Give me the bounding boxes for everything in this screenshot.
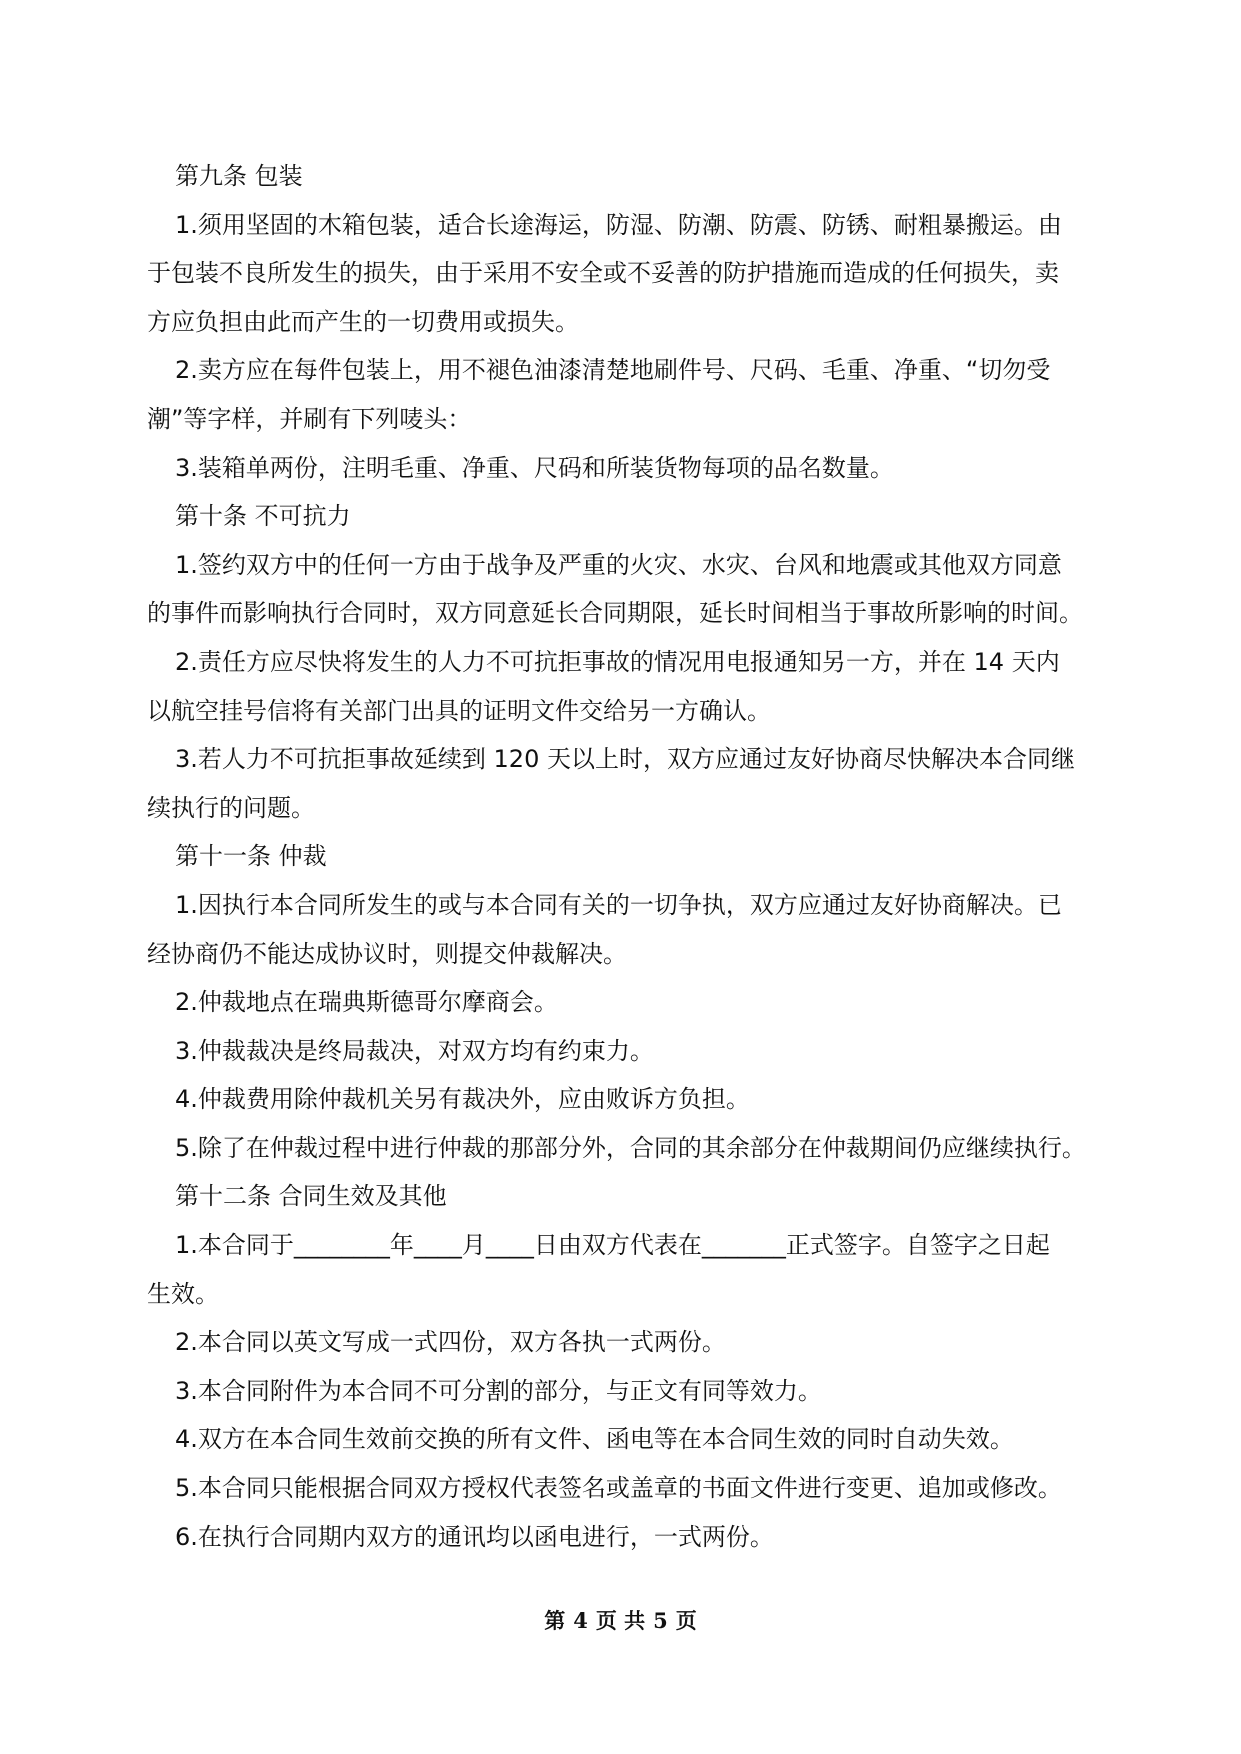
paragraph-line: 3.装箱单两份，注明毛重、净重、尺码和所装货物每项的品名数量。 (175, 453, 894, 482)
section-heading: 第十二条 合同生效及其他 (175, 1182, 447, 1211)
paragraph-line: 的事件而影响执行合同时，双方同意延长合同期限，延长时间相当于事故所影响的时间。 (147, 599, 1083, 628)
total-page-number: 5 (653, 1608, 668, 1633)
paragraph-line: 4.双方在本合同生效前交换的所有文件、函电等在本合同生效的同时自动失效。 (175, 1425, 1014, 1454)
paragraph-line: 1.本合同于________年____月____日由双方代表在_______正式签字。自签字之日起 (175, 1231, 1050, 1260)
section-heading: 第十条 不可抗力 (175, 502, 351, 531)
paragraph-line: 4.仲裁费用除仲裁机关另有裁决外，应由败诉方负担。 (175, 1085, 750, 1114)
section-heading: 第十一条 仲裁 (175, 842, 327, 871)
footer-prefix: 第 (544, 1608, 566, 1633)
paragraph-line: 生效。 (147, 1279, 219, 1308)
paragraph-line: 方应负担由此而产生的一切费用或损失。 (147, 307, 579, 336)
current-page-number: 4 (573, 1608, 588, 1633)
paragraph-line: 3.仲裁裁决是终局裁决，对双方均有约束力。 (175, 1036, 654, 1065)
paragraph-line: 2.仲裁地点在瑞典斯德哥尔摩商会。 (175, 988, 558, 1017)
paragraph-line: 经协商仍不能达成协议时，则提交仲裁解决。 (147, 939, 627, 968)
paragraph-line: 续执行的问题。 (147, 793, 315, 822)
paragraph-line: 3.若人力不可抗拒事故延续到 120 天以上时，双方应通过友好协商尽快解决本合同继 (175, 745, 1075, 774)
paragraph-line: 3.本合同附件为本合同不可分割的部分，与正文有同等效力。 (175, 1376, 822, 1405)
paragraph-line: 5.除了在仲裁过程中进行仲裁的那部分外，合同的其余部分在仲裁期间仍应继续执行。 (175, 1133, 1086, 1162)
paragraph-line: 6.在执行合同期内双方的通讯均以函电进行，一式两份。 (175, 1522, 774, 1551)
paragraph-line: 5.本合同只能根据合同双方授权代表签名或盖章的书面文件进行变更、追加或修改。 (175, 1474, 1062, 1503)
footer-middle: 页 共 (595, 1608, 646, 1633)
footer-suffix: 页 (675, 1608, 697, 1633)
page-footer (0, 1605, 1241, 1635)
paragraph-line: 于包装不良所发生的损失，由于采用不安全或不妥善的防护措施而造成的任何损失，卖 (147, 259, 1059, 288)
document-body (147, 152, 1099, 1561)
paragraph-line: 2.本合同以英文写成一式四份，双方各执一式两份。 (175, 1328, 726, 1357)
section-heading: 第九条 包装 (175, 162, 303, 190)
paragraph-line: 1.须用坚固的木箱包装，适合长途海运，防湿、防潮、防震、防锈、耐粗暴搬运。由 (175, 210, 1062, 239)
paragraph-line: 潮”等字样，并刷有下列唛头： (147, 404, 472, 433)
paragraph-line: 2.卖方应在每件包装上，用不褪色油漆清楚地刷件号、尺码、毛重、净重、“切勿受 (175, 356, 1051, 385)
paragraph-line: 2.责任方应尽快将发生的人力不可抗拒事故的情况用电报通知另一方，并在 14 天内 (175, 647, 1060, 676)
paragraph-line: 以航空挂号信将有关部门出具的证明文件交给另一方确认。 (147, 696, 771, 725)
paragraph-line: 1.因执行本合同所发生的或与本合同有关的一切争执，双方应通过友好协商解决。已 (175, 890, 1062, 919)
paragraph-line: 1.签约双方中的任何一方由于战争及严重的火灾、水灾、台风和地震或其他双方同意 (175, 550, 1062, 579)
